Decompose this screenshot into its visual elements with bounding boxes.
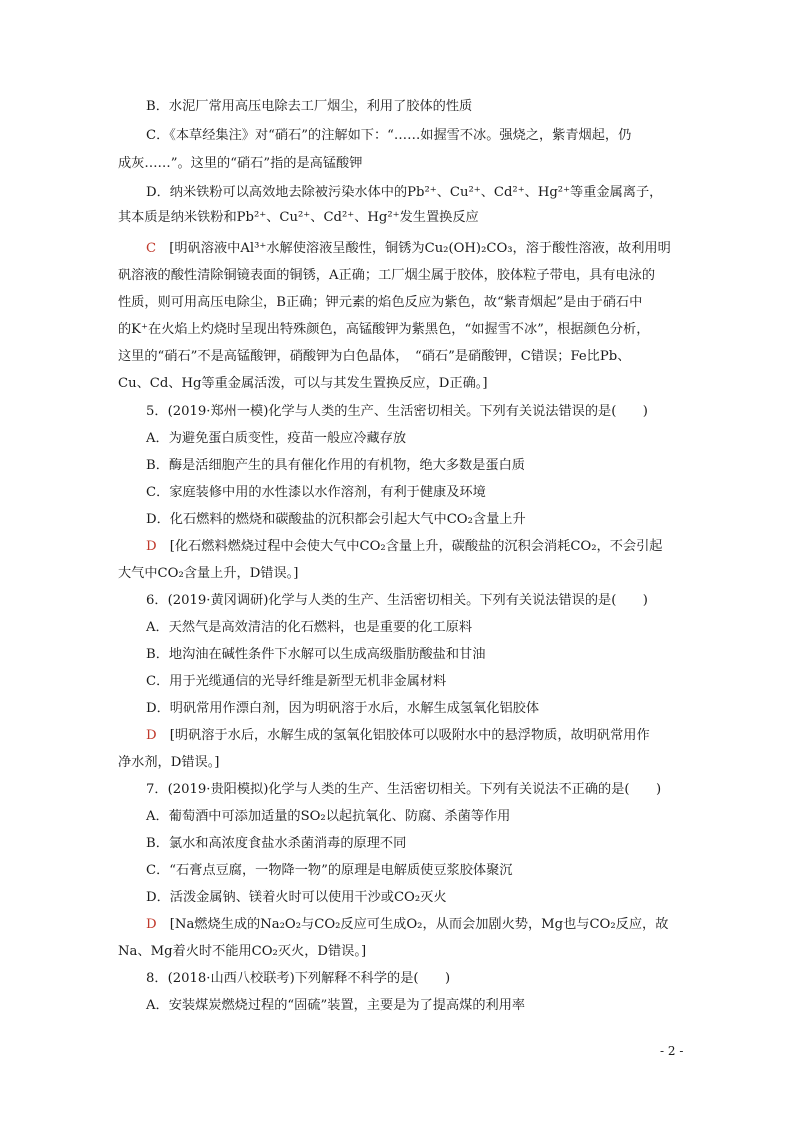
option-line: C．家庭装修中用的水性漆以水作溶剂，有利于健康及环境 (146, 485, 486, 500)
text-line: 的K⁺在火焰上灼烧时呈现出特殊颜色，高锰酸钾为紫黑色，“如握雪不冰”，根据颜色分析， (118, 322, 650, 337)
option-line: C．用于光缆通信的光导纤维是新型无机非金属材料 (146, 674, 447, 689)
answer-text: [Na燃烧生成的Na₂O₂与CO₂反应可生成O₂，从而会加剧火势，Mg也与CO₂反应，故 (169, 917, 669, 932)
text-line: Na、Mg着火时不能用CO₂灭火，D错误。] (118, 944, 367, 959)
question-line: 7．(2019·贵阳模拟)化学与人类的生产、生活密切相关。下列有关说法不正确的是( ) (146, 782, 662, 797)
question-line: 5．(2019·郑州一模)化学与人类的生产、生活密切相关。下列有关说法错误的是( ) (146, 404, 648, 419)
option-line: A．天然气是高效清洁的化石燃料，也是重要的化工原料 (146, 620, 473, 635)
text-line: B．水泥厂常用高压电除去工厂烟尘，利用了胶体的性质 (146, 99, 473, 114)
answer-line (146, 239, 671, 259)
option-line: A．为避免蛋白质变性，疫苗一般应冷藏存放 (146, 431, 407, 446)
option-line: B．地沟油在碱性条件下水解可以生成高级脂肪酸盐和甘油 (146, 647, 486, 662)
text-line: 大气中CO₂含量上升，D错误。] (118, 566, 299, 581)
option-line: D．明矾常用作漂白剂，因为明矾溶于水后，水解生成氢氧化铝胶体 (146, 701, 540, 716)
text-line: 其本质是纳米铁粉和Pb²⁺、Cu²⁺、Cd²⁺、Hg²⁺发生置换反应 (118, 210, 479, 225)
question-line: 8．(2018·山西八校联考)下列解释不科学的是( ) (146, 971, 451, 986)
answer-line (146, 726, 650, 746)
page-number: - 2 - (660, 1044, 684, 1058)
text-line: Cu、Cd、Hg等重金属活泼，可以与其发生置换反应，D正确。] (118, 376, 488, 391)
answer-letter: C (146, 241, 157, 256)
option-line: B．酶是活细胞产生的具有催化作用的有机物，绝大多数是蛋白质 (146, 458, 525, 473)
text-line: 性质，则可用高压电除尘，B正确；钾元素的焰色反应为紫色，故“紫青烟起”是由于硝石中 (118, 295, 643, 310)
answer-text: [化石燃料燃烧过程中会使大气中CO₂含量上升，碳酸盐的沉积会消耗CO₂，不会引起 (169, 539, 663, 554)
answer-letter: D (146, 728, 157, 743)
text-line: C．《本草经集注》对“硝石”的注解如下：“……如握雪不冰。强烧之，紫青烟起，仍 (146, 128, 632, 143)
text-line: 这里的“硝石”不是高锰酸钾，硝酸钾为白色晶体， “硝石”是硝酸钾，C错误；Fe比Pb、 (118, 349, 631, 364)
option-line: C．“石膏点豆腐，一物降一物”的原理是电解质使豆浆胶体聚沉 (146, 863, 513, 878)
option-line: A．葡萄酒中可添加适量的SO₂以起抗氧化、防腐、杀菌等作用 (146, 809, 511, 824)
answer-text: [明矾溶于水后，水解生成的氢氧化铝胶体可以吸附水中的悬浮物质，故明矾常用作 (169, 728, 650, 743)
text-line: 矾溶液的酸性清除铜镜表面的铜锈，A正确；工厂烟尘属于胶体，胶体粒子带电，具有电泳的 (118, 268, 656, 283)
answer-line (146, 915, 668, 935)
answer-line (146, 537, 662, 557)
answer-letter: D (146, 539, 157, 554)
answer-letter: D (146, 917, 157, 932)
answer-text: [明矾溶液中Al³⁺水解使溶液呈酸性，铜锈为Cu₂(OH)₂CO₃，溶于酸性溶液，故利用明 (169, 241, 671, 256)
question-line: 6．(2019·黄冈调研)化学与人类的生产、生活密切相关。下列有关说法错误的是( ) (146, 593, 648, 608)
option-line: D．活泼金属钠、镁着火时可以使用干沙或CO₂灭火 (146, 890, 447, 905)
option-line: D．化石燃料的燃烧和碳酸盐的沉积都会引起大气中CO₂含量上升 (146, 512, 526, 527)
text-line: D．纳米铁粉可以高效地去除被污染水体中的Pb²⁺、Cu²⁺、Cd²⁺、Hg²⁺等重金属离子， (146, 185, 663, 200)
text-line: 净水剂，D错误。] (118, 755, 220, 770)
option-line: A．安装煤炭燃烧过程的“固硫”装置，主要是为了提高煤的利用率 (146, 998, 526, 1013)
text-line: 成灰……”。这里的“硝石”指的是高锰酸钾 (118, 156, 363, 171)
option-line: B．氯水和高浓度食盐水杀菌消毒的原理不同 (146, 836, 407, 851)
